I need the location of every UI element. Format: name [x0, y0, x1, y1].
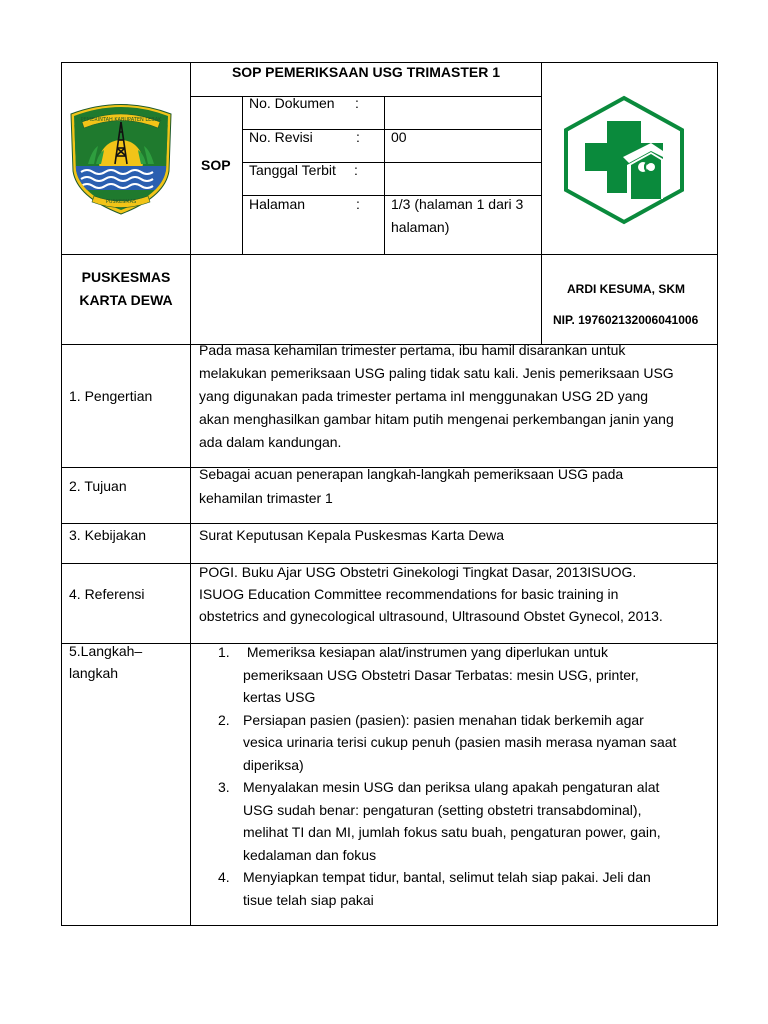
crest-top-text: PEMERINTAH KABUPATEN LEBAK — [80, 117, 162, 123]
step-text-line: diperiksa) — [243, 756, 304, 773]
step-text-line: USG sudah benar: pengaturan (setting obstetri transabdominal), — [243, 801, 642, 818]
step-text-line: Memeriksa kesiapan alat/instrumen yang diperlukan untuk — [243, 644, 608, 660]
list-item — [218, 709, 714, 777]
list-item — [218, 866, 714, 911]
org-name-line: KARTA DEWA — [79, 292, 173, 308]
value-column-divider — [384, 96, 385, 254]
section-text-line: obstetrics and gynecological ultrasound, Ultrasound Obstet Gynecol, 2013. — [199, 608, 663, 624]
crest-bottom-text: PUSKESMAS — [105, 199, 137, 205]
doc-info-value-line: halaman) — [391, 219, 450, 235]
steps-list — [218, 641, 714, 911]
table-border-right — [717, 62, 718, 926]
sop-column-divider — [242, 96, 243, 254]
table-border-bottom — [61, 925, 718, 926]
section-label-line: langkah — [69, 665, 119, 681]
list-item — [218, 641, 714, 709]
step-text-line: melihat TI dan MI, jumlah fokus satu buah, pengaturan power, gain, — [243, 824, 661, 840]
doc-info-label: No. Revisi — [249, 129, 313, 145]
step-text-line: tisue telah siap pakai — [243, 891, 374, 908]
regency-crest-icon — [66, 100, 176, 215]
regency-crest-logo — [66, 100, 176, 215]
doc-info-label: No. Dokumen — [249, 95, 335, 111]
step-text-line: Menyalakan mesin USG dan periksa ulang apakah pengaturan alat — [243, 779, 660, 795]
section-text-line: Sebagai acuan penerapan langkah-langkah pemeriksaan USG pada — [199, 466, 624, 482]
step-number: 4. — [218, 869, 230, 885]
puskesmas-hexagon-cross-icon — [563, 95, 685, 225]
step-text-line: vesica urinaria terisi cukup penuh (pasien masih merasa nyaman saat — [243, 734, 677, 750]
table-border-left — [61, 62, 62, 926]
step-number: 2. — [218, 711, 230, 728]
section-label: 2. Tujuan — [69, 478, 127, 494]
doc-info-separator: : — [355, 95, 359, 111]
section-text-line: Pada masa kehamilan trimester pertama, ibu hamil disarankan untuk — [199, 342, 626, 358]
section-text-line: POGI. Buku Ajar USG Obstetri Ginekologi Tingkat Dasar, 2013ISUOG. — [199, 564, 637, 580]
doc-info-label: Halaman — [249, 196, 306, 212]
step-text-line: pemeriksaan USG Obstetri Dasar Terbatas: mesin USG, printer, — [243, 666, 639, 683]
step-text-line: kertas USG — [243, 689, 316, 705]
step-text-line: Menyiapkan tempat tidur, bantal, selimut telah siap pakai. Jeli dan — [243, 869, 651, 885]
step-text-line: Persiapan pasien (pasien): pasien menahan tidak berkemih agar — [243, 711, 644, 728]
section-label: 3. Kebijakan — [69, 527, 147, 543]
section-text-line: yang digunakan pada trimester pertama inI menggunakan USG 2D yang — [199, 388, 649, 404]
section-label-line: 5.Langkah– — [69, 643, 143, 659]
doc-info-separator: : — [356, 129, 360, 145]
section-text-line: ISUOG Education Committee recommendations for basic training in — [199, 586, 619, 602]
column-divider-right — [541, 62, 542, 344]
sop-label: SOP — [201, 157, 231, 173]
step-number: 3. — [218, 779, 230, 795]
section-label: 4. Referensi — [69, 586, 145, 602]
document-title: SOP PEMERIKSAAN USG TRIMASTER 1 — [231, 64, 501, 80]
section-text-line: kehamilan trimaster 1 — [199, 490, 333, 506]
header-bottom-divider — [61, 254, 718, 255]
step-text-line: kedalaman dan fokus — [243, 846, 377, 863]
section-text-line: melakukan pemeriksaan USG paling tidak satu kali. Jenis pemeriksaan USG — [199, 365, 674, 381]
doc-info-separator: : — [356, 196, 360, 212]
doc-info-value-line: 1/3 (halaman 1 dari 3 — [391, 196, 524, 212]
list-item — [218, 776, 714, 866]
section-text-line: ada dalam kandungan. — [199, 434, 342, 450]
step-number: 1. — [218, 644, 230, 660]
org-name-line: PUSKESMAS — [81, 269, 171, 285]
signer-name: ARDI KESUMA, SKM — [567, 282, 686, 296]
signer-nip: NIP. 197602132006041006 — [553, 313, 699, 327]
section-text-line: akan menghasilkan gambar hitam putih mengenai perkembangan janin yang — [199, 411, 674, 427]
section-text-line: Surat Keputusan Kepala Puskesmas Karta Dewa — [199, 527, 505, 543]
doc-info-value: 00 — [391, 129, 407, 145]
puskesmas-logo — [563, 95, 685, 225]
section-label: 1. Pengertian — [69, 388, 153, 404]
doc-info-separator: : — [354, 162, 358, 178]
column-divider-left — [190, 62, 191, 926]
doc-info-label: Tanggal Terbit — [249, 162, 336, 178]
